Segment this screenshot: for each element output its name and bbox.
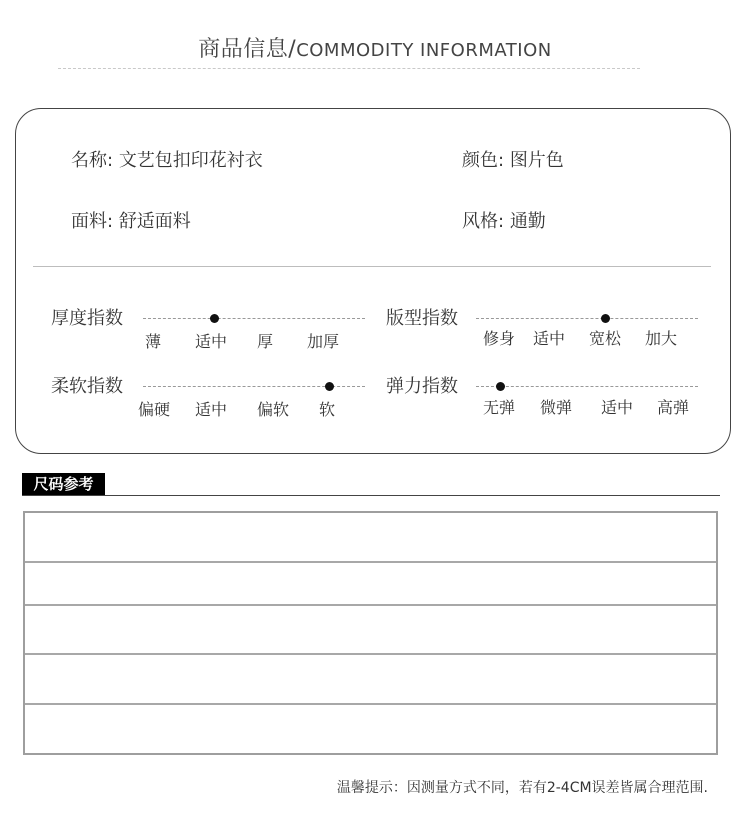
measurement-note: 温馨提示：因测量方式不同，若有2-4CM误差皆属合理范围. [336,780,708,796]
card-divider [33,266,711,267]
thickness-option: 加厚 [307,332,340,351]
elasticity-option: 适中 [601,398,634,417]
fit-selected-dot [601,314,610,323]
color-value: 图片色 [509,150,564,171]
elasticity-index-label: 弹力指数 [386,376,458,397]
size-divider [22,495,720,496]
elasticity-option: 高弹 [657,398,690,417]
thickness-scale-line [143,318,365,319]
title-cn: 商品信息/ [198,37,297,62]
elasticity-option: 微弹 [540,398,573,417]
size-reference-tag: 尺码参考 [22,473,105,496]
elasticity-selected-dot [496,382,505,391]
style-label: 风格: [462,211,505,232]
size-table [23,511,718,755]
style-field [462,207,546,233]
name-field [71,146,263,172]
fit-option: 适中 [533,329,566,348]
softness-option: 偏硬 [138,400,171,419]
name-label: 名称: [71,150,114,171]
softness-option: 偏软 [257,400,290,419]
fabric-label: 面料: [71,211,114,232]
fit-option: 修身 [483,329,516,348]
name-value: 文艺包扣印花衬衣 [118,150,263,171]
elasticity-scale-line [476,386,698,387]
elasticity-option: 无弹 [483,398,516,417]
softness-index-label: 柔软指数 [51,376,123,397]
fabric-value: 舒适面料 [118,211,191,232]
fit-option: 宽松 [589,329,622,348]
table-row-divider [25,653,716,655]
title-divider [58,68,640,69]
section-title [0,32,750,63]
thickness-selected-dot [210,314,219,323]
fabric-field [71,207,191,233]
color-label: 颜色: [462,150,505,171]
softness-selected-dot [325,382,334,391]
title-en: COMMODITY INFORMATION [296,40,552,61]
thickness-option: 适中 [195,332,228,351]
thickness-option: 薄 [145,332,162,351]
color-field [462,146,564,172]
fit-scale-line [476,318,698,319]
fit-option: 加大 [645,329,678,348]
table-row-divider [25,703,716,705]
thickness-index-label: 厚度指数 [51,308,123,329]
table-row-divider [25,604,716,606]
table-row-divider [25,561,716,563]
softness-option: 软 [319,400,336,419]
softness-option: 适中 [195,400,228,419]
fit-index-label: 版型指数 [386,308,458,329]
thickness-option: 厚 [257,332,274,351]
style-value: 通勤 [509,211,546,232]
